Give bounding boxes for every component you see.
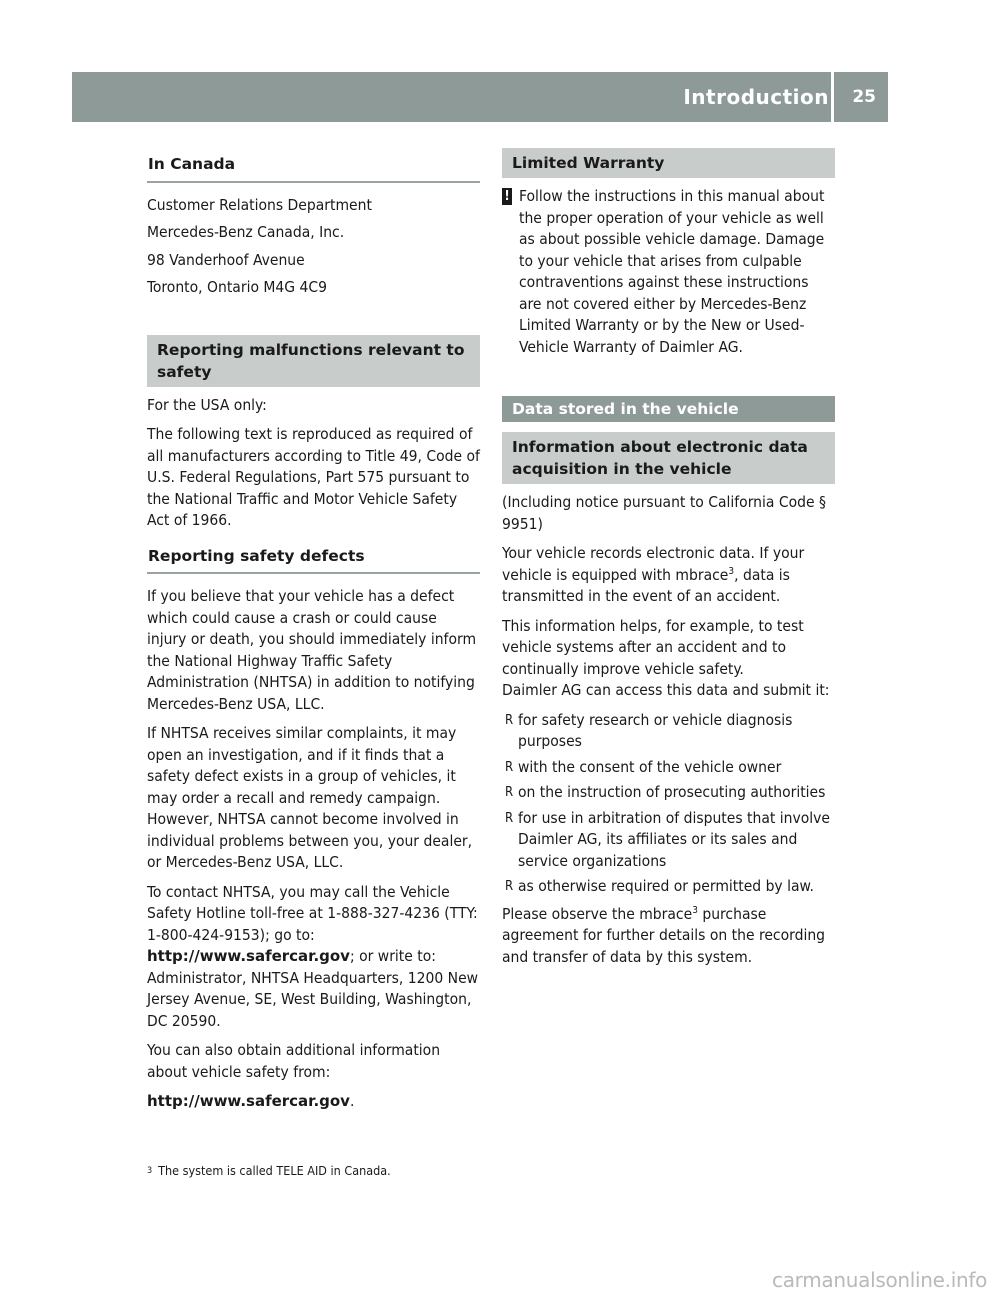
footnote-ref[interactable]: 3 [692,904,698,916]
left-column [147,148,480,1121]
header-divider [831,72,834,122]
heading-data-stored: Data stored in the vehicle [502,396,835,422]
safercar-link[interactable]: http://www.safercar.gov [147,1092,350,1110]
heading-in-canada: In Canada [147,148,480,183]
list-item: R for safety research or vehicle diagnosis purposes [502,710,835,753]
page-header [72,72,888,122]
list-item: R as otherwise required or permitted by law. [502,876,835,898]
address-line: Toronto, Ontario M4G 4C9 [147,278,328,296]
right-column [502,148,835,976]
footnote-number: 3 [147,1166,153,1176]
paragraph: The following text is reproduced as required of all manufacturers according to Title 49, Code of U.S. Federal Regulations, Part 575 pursuant to the National Traffic and Motor Vehicle Safety Act of 1966. [147,425,480,529]
list-item: R with the consent of the vehicle owner [502,757,835,779]
address-line: Mercedes-Benz Canada, Inc. [147,223,345,241]
warning-text: Follow the instructions in this manual about the proper operation of your vehicle as well as about possible vehicle damage. Damage to your vehicle that arises from culpable contraventions against these instructions are not covered either by Mercedes-Benz Limited Warranty or by the New or Used-Vehicle Warranty of Daimler AG. [519,187,825,356]
heading-reporting-malfunctions: Reporting malfunctions relevant to safety [147,335,480,387]
paragraph-link: http://www.safercar.gov. [147,1092,355,1110]
address-line: 98 Vanderhoof Avenue [147,250,305,269]
heading-electronic-data: Information about electronic data acquisition in the vehicle [502,432,835,484]
paragraph: (Including notice pursuant to California Code § 9951) [502,493,826,533]
footnote-text: The system is called TELE AID in Canada. [158,1163,391,1178]
paragraph: Daimler AG can access this data and submit it: [502,681,830,699]
list-item: R for use in arbitration of disputes that involve Daimler AG, its affiliates or its sales and service organizations [502,808,835,873]
section-title: Introduction [683,85,829,109]
safercar-link[interactable]: http://www.safercar.gov [147,947,350,965]
paragraph: This information helps, for example, to test vehicle systems after an accident and to continually improve vehicle safety. [502,616,804,678]
paragraph: You can also obtain additional information about vehicle safety from: [147,1041,441,1081]
heading-reporting-safety-defects: Reporting safety defects [147,540,480,575]
footnote-ref[interactable]: 3 [728,565,735,577]
watermark: carmanualsonline.info [772,1268,987,1292]
list-item: R on the instruction of prosecuting authorities [502,782,835,804]
page-number: 25 [852,87,876,107]
paragraph: If you believe that your vehicle has a defect which could cause a crash or could cause injury or death, you should immediately inform the National Highway Traffic Safety Administration (NHTSA) in addition to notifying Mercedes-Benz USA, LLC. [147,587,477,713]
heading-limited-warranty: Limited Warranty [502,148,835,178]
footnote [147,1163,391,1179]
paragraph-purchase: Please observe the mbrace$^3$ purchase agreement for further details on the recording and transfer of data by this system. [502,904,826,966]
paragraph: If NHTSA receives similar complaints, it may open an investigation, and if it finds that a safety defect exists in a group of vehicles, it may order a recall and remedy campaign. However, NHTSA cannot become involved in individual problems between you, your dealer, or Mercedes-Benz USA, LLC. [147,724,473,871]
paragraph-contact: To contact NHTSA, you may call the Vehicle Safety Hotline toll-free at 1-888-327-4236 (TTY: 1-800-424-9153); go to: http://www.safercar.gov; or write to: Administrator, NHTSA Headquarters, 1200 New Jersey Avenue, SE, West Building, Washington, DC 20590. [147,882,479,1030]
warranty-warning [502,186,835,358]
bullet-list [502,710,835,898]
paragraph-mbrace: Your vehicle records electronic data. If your vehicle is equipped with mbrace$^3$, data is transmitted in the event of an accident. [502,544,805,605]
warning-icon: ! [502,188,512,205]
address-line: Customer Relations Department [147,195,372,214]
paragraph: For the USA only: [147,395,267,414]
canada-address [147,195,480,299]
